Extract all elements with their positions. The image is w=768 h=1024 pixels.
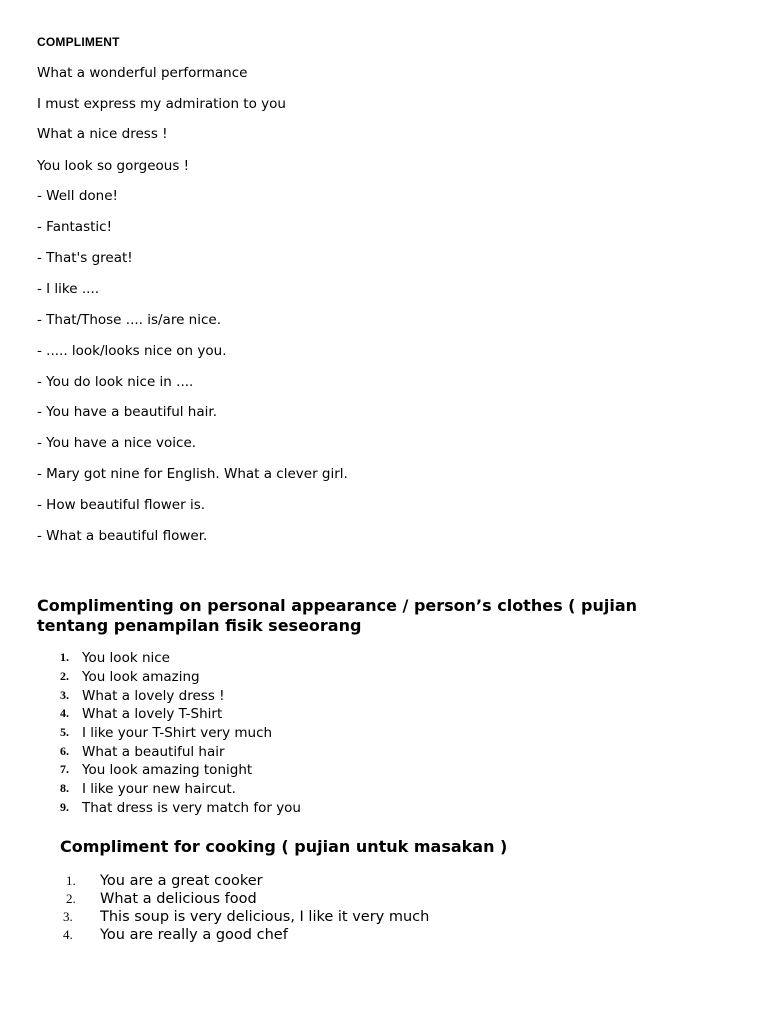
list-item-text: This soup is very delicious, I like it very much bbox=[100, 909, 430, 925]
list-item-text: That dress is very match for you bbox=[82, 800, 301, 816]
appearance-section-title-line1: Complimenting on personal appearance / person’s clothes ( pujian bbox=[37, 596, 638, 615]
phrase-line: What a wonderful performance bbox=[37, 65, 248, 81]
phrase-line: - I like .... bbox=[37, 281, 100, 297]
phrase-line: - You do look nice in .... bbox=[37, 374, 194, 390]
list-item-text: What a lovely dress ! bbox=[82, 688, 225, 704]
list-item-number: 3. bbox=[63, 909, 73, 924]
list-item-number: 7. bbox=[60, 762, 69, 776]
phrase-line: - That's great! bbox=[37, 250, 133, 266]
list-item-text: I like your new haircut. bbox=[82, 781, 236, 797]
appearance-section-title-line2: tentang penampilan fisik seseorang bbox=[37, 616, 362, 635]
list-item-text: What a delicious food bbox=[100, 891, 257, 907]
phrase-line: - You have a nice voice. bbox=[37, 435, 197, 451]
phrase-line: - How beautiful flower is. bbox=[37, 497, 206, 513]
list-item-number: 1. bbox=[60, 650, 69, 664]
list-item-text: What a lovely T-Shirt bbox=[82, 706, 223, 722]
list-item-text: I like your T-Shirt very much bbox=[82, 725, 273, 741]
list-item-number: 1. bbox=[66, 873, 76, 888]
phrase-line: - Well done! bbox=[37, 188, 118, 204]
list-item-text: You look nice bbox=[82, 650, 170, 666]
list-item-number: 5. bbox=[60, 725, 69, 739]
cooking-section-title: Compliment for cooking ( pujian untuk masakan ) bbox=[60, 837, 508, 856]
list-item-text: You are a great cooker bbox=[100, 873, 263, 889]
list-item-text: You look amazing tonight bbox=[82, 762, 253, 778]
list-item-number: 8. bbox=[60, 781, 69, 795]
list-item-number: 2. bbox=[60, 669, 69, 683]
phrase-line: - What a beautiful flower. bbox=[37, 528, 208, 544]
phrase-line: - ..... look/looks nice on you. bbox=[37, 343, 227, 359]
phrase-line: - Fantastic! bbox=[37, 219, 112, 235]
list-item-number: 9. bbox=[60, 800, 69, 814]
list-item-number: 4. bbox=[63, 927, 73, 942]
list-item-number: 2. bbox=[66, 891, 76, 906]
list-item-text: You look amazing bbox=[82, 669, 200, 685]
phrase-line: - That/Those .... is/are nice. bbox=[37, 312, 222, 328]
phrase-line: - Mary got nine for English. What a clever girl. bbox=[37, 466, 348, 482]
list-item-text: You are really a good chef bbox=[100, 927, 288, 943]
list-item-number: 6. bbox=[60, 744, 69, 758]
phrase-line: - You have a beautiful hair. bbox=[37, 404, 217, 420]
phrase-line: You look so gorgeous ! bbox=[37, 158, 190, 174]
list-item-text: What a beautiful hair bbox=[82, 744, 225, 760]
page-heading: COMPLIMENT bbox=[37, 35, 120, 49]
phrase-line: What a nice dress ! bbox=[37, 126, 168, 142]
list-item-number: 3. bbox=[60, 688, 69, 702]
list-item-number: 4. bbox=[60, 706, 69, 720]
phrase-line: I must express my admiration to you bbox=[37, 96, 286, 112]
